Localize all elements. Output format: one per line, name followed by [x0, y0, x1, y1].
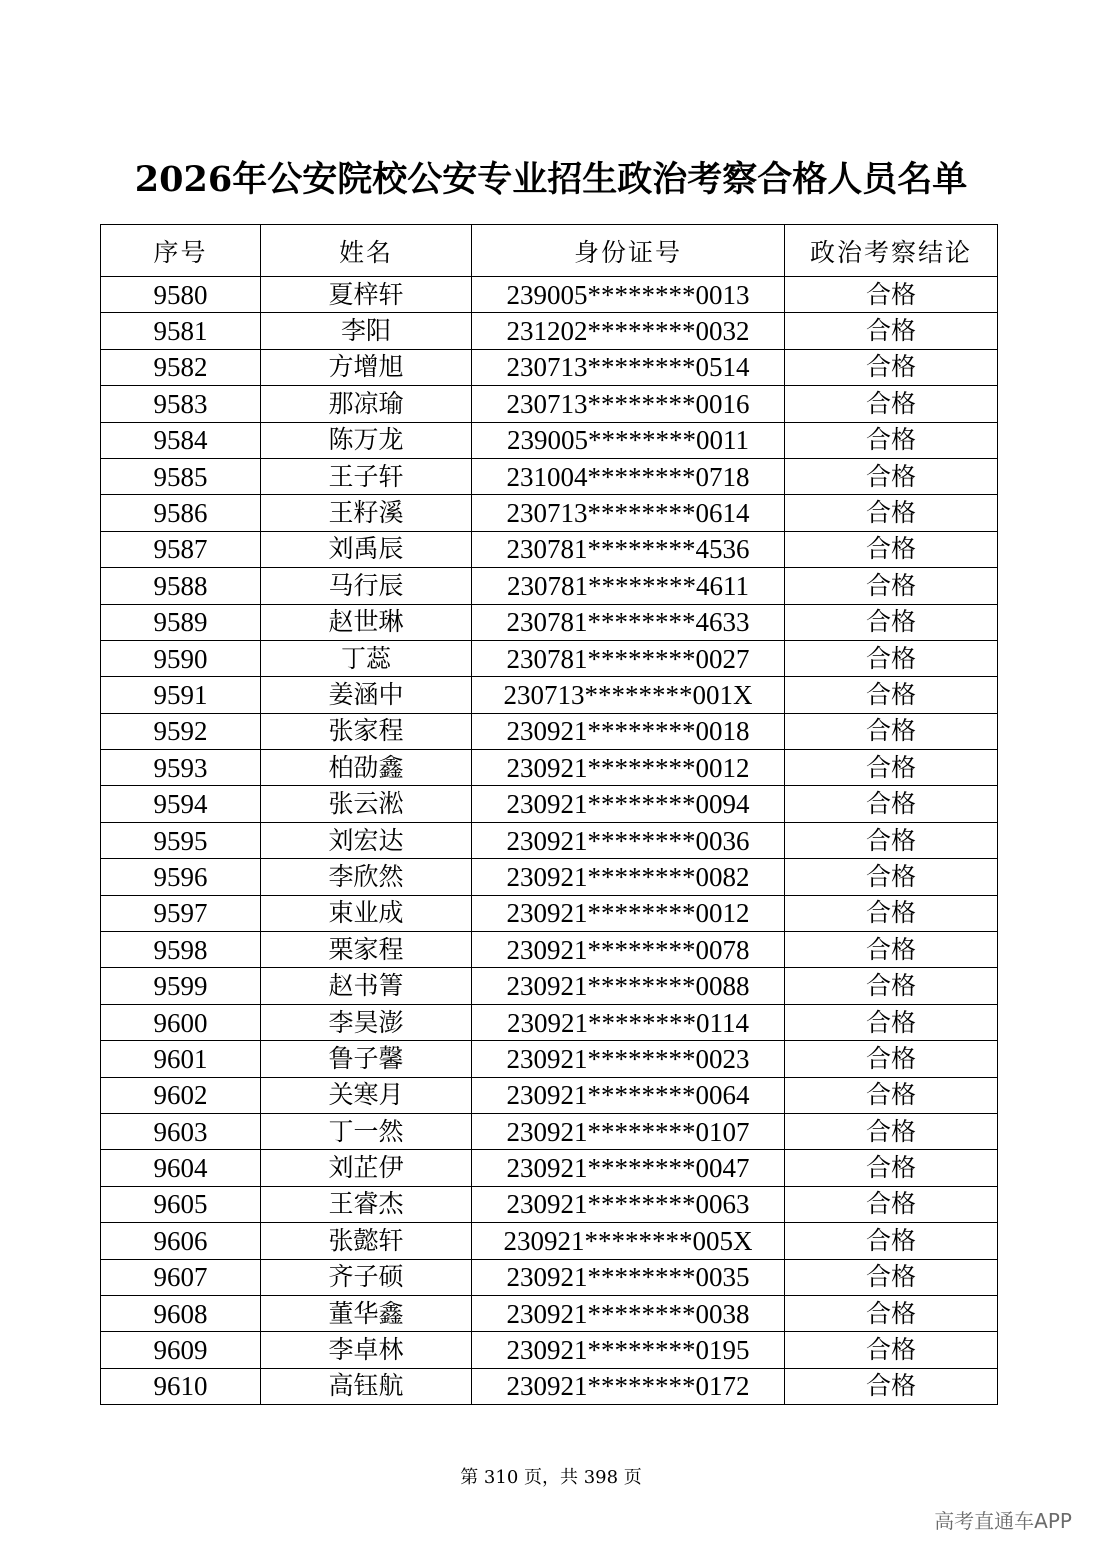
cell-conclusion: 合格 [785, 277, 998, 313]
cell-name: 李阳 [261, 313, 472, 349]
cell-serial: 9610 [101, 1368, 261, 1404]
table-row [101, 277, 998, 313]
cell-serial: 9596 [101, 859, 261, 895]
cell-conclusion: 合格 [785, 713, 998, 749]
table-row [101, 458, 998, 494]
cell-serial: 9594 [101, 786, 261, 822]
table-row [101, 677, 998, 713]
table-header [101, 225, 998, 277]
cell-id-number: 230921********0047 [472, 1150, 785, 1186]
cell-name: 刘芷伊 [261, 1150, 472, 1186]
cell-id-number: 230713********0016 [472, 386, 785, 422]
cell-conclusion: 合格 [785, 750, 998, 786]
cell-name: 夏梓轩 [261, 277, 472, 313]
cell-serial: 9586 [101, 495, 261, 531]
cell-serial: 9587 [101, 531, 261, 567]
cell-serial: 9605 [101, 1186, 261, 1222]
cell-name: 李欣然 [261, 859, 472, 895]
cell-serial: 9584 [101, 422, 261, 458]
cell-serial: 9599 [101, 968, 261, 1004]
cell-conclusion: 合格 [785, 1186, 998, 1222]
page-number: 第 310 页，共 398 页 [460, 1467, 642, 1488]
table-row [101, 1004, 998, 1040]
cell-serial: 9607 [101, 1259, 261, 1295]
header-name: 姓名 [261, 225, 472, 277]
cell-conclusion: 合格 [785, 822, 998, 858]
cell-serial: 9595 [101, 822, 261, 858]
cell-serial: 9600 [101, 1004, 261, 1040]
cell-conclusion: 合格 [785, 604, 998, 640]
table-row [101, 386, 998, 422]
table-row [101, 786, 998, 822]
cell-conclusion: 合格 [785, 859, 998, 895]
cell-serial: 9580 [101, 277, 261, 313]
cell-name: 王籽溪 [261, 495, 472, 531]
cell-name: 张家程 [261, 713, 472, 749]
table-row [101, 604, 998, 640]
table-row [101, 1332, 998, 1368]
cell-conclusion: 合格 [785, 1259, 998, 1295]
cell-conclusion: 合格 [785, 349, 998, 385]
cell-name: 李昊澎 [261, 1004, 472, 1040]
cell-name: 王子轩 [261, 458, 472, 494]
cell-id-number: 230781********4633 [472, 604, 785, 640]
cell-name: 那凉瑜 [261, 386, 472, 422]
table-row [101, 495, 998, 531]
cell-conclusion: 合格 [785, 568, 998, 604]
cell-conclusion: 合格 [785, 531, 998, 567]
cell-conclusion: 合格 [785, 786, 998, 822]
cell-name: 关寒月 [261, 1077, 472, 1113]
cell-id-number: 230781********0027 [472, 640, 785, 676]
table-row [101, 531, 998, 567]
table-row [101, 1113, 998, 1149]
cell-conclusion: 合格 [785, 1332, 998, 1368]
cell-serial: 9590 [101, 640, 261, 676]
table-row [101, 750, 998, 786]
cell-serial: 9592 [101, 713, 261, 749]
roster-table [100, 224, 998, 1405]
document-title: 2026年公安院校公安专业招生政治考察合格人员名单 [134, 159, 968, 200]
cell-conclusion: 合格 [785, 1150, 998, 1186]
table-row [101, 422, 998, 458]
cell-conclusion: 合格 [785, 1295, 998, 1331]
cell-conclusion: 合格 [785, 1077, 998, 1113]
cell-name: 刘禹辰 [261, 531, 472, 567]
cell-serial: 9604 [101, 1150, 261, 1186]
cell-id-number: 230921********0094 [472, 786, 785, 822]
cell-id-number: 239005********0011 [472, 422, 785, 458]
cell-serial: 9598 [101, 932, 261, 968]
watermark: 高考直通车APP [934, 1509, 1072, 1533]
table-row [101, 1077, 998, 1113]
header-row [101, 225, 998, 277]
cell-conclusion: 合格 [785, 932, 998, 968]
cell-id-number: 230921********0038 [472, 1295, 785, 1331]
cell-conclusion: 合格 [785, 1368, 998, 1404]
cell-conclusion: 合格 [785, 677, 998, 713]
cell-serial: 9589 [101, 604, 261, 640]
cell-name: 陈万龙 [261, 422, 472, 458]
cell-id-number: 230921********0035 [472, 1259, 785, 1295]
cell-name: 束业成 [261, 895, 472, 931]
cell-id-number: 230921********0078 [472, 932, 785, 968]
table-row [101, 568, 998, 604]
cell-id-number: 230921********0063 [472, 1186, 785, 1222]
cell-name: 方增旭 [261, 349, 472, 385]
cell-name: 齐子硕 [261, 1259, 472, 1295]
cell-serial: 9609 [101, 1332, 261, 1368]
cell-name: 丁一然 [261, 1113, 472, 1149]
cell-serial: 9602 [101, 1077, 261, 1113]
cell-serial: 9608 [101, 1295, 261, 1331]
cell-id-number: 230921********0012 [472, 895, 785, 931]
header-id-number: 身份证号 [472, 225, 785, 277]
cell-conclusion: 合格 [785, 1041, 998, 1077]
table-row [101, 1259, 998, 1295]
cell-name: 姜涵中 [261, 677, 472, 713]
cell-id-number: 230781********4536 [472, 531, 785, 567]
cell-id-number: 230713********001X [472, 677, 785, 713]
cell-serial: 9583 [101, 386, 261, 422]
cell-name: 鲁子馨 [261, 1041, 472, 1077]
cell-serial: 9585 [101, 458, 261, 494]
table-row [101, 1150, 998, 1186]
header-serial: 序号 [101, 225, 261, 277]
cell-name: 栗家程 [261, 932, 472, 968]
cell-conclusion: 合格 [785, 968, 998, 1004]
cell-name: 赵书箐 [261, 968, 472, 1004]
table-row [101, 713, 998, 749]
cell-id-number: 230921********0082 [472, 859, 785, 895]
cell-id-number: 230921********005X [472, 1223, 785, 1259]
cell-serial: 9603 [101, 1113, 261, 1149]
cell-conclusion: 合格 [785, 1113, 998, 1149]
table-body [101, 277, 998, 1405]
cell-id-number: 230921********0172 [472, 1368, 785, 1404]
cell-id-number: 230713********0514 [472, 349, 785, 385]
table-row [101, 1368, 998, 1404]
header-conclusion: 政治考察结论 [785, 225, 998, 277]
cell-id-number: 230921********0064 [472, 1077, 785, 1113]
cell-id-number: 231004********0718 [472, 458, 785, 494]
cell-id-number: 230921********0107 [472, 1113, 785, 1149]
cell-id-number: 239005********0013 [472, 277, 785, 313]
cell-id-number: 231202********0032 [472, 313, 785, 349]
cell-name: 马行辰 [261, 568, 472, 604]
table-row [101, 349, 998, 385]
cell-serial: 9581 [101, 313, 261, 349]
cell-conclusion: 合格 [785, 458, 998, 494]
cell-id-number: 230921********0114 [472, 1004, 785, 1040]
cell-id-number: 230921********0023 [472, 1041, 785, 1077]
cell-name: 张懿轩 [261, 1223, 472, 1259]
cell-conclusion: 合格 [785, 422, 998, 458]
table-row [101, 1041, 998, 1077]
table-row [101, 932, 998, 968]
table-row [101, 859, 998, 895]
cell-conclusion: 合格 [785, 313, 998, 349]
table-row [101, 1186, 998, 1222]
cell-name: 高钰航 [261, 1368, 472, 1404]
cell-name: 刘宏达 [261, 822, 472, 858]
table-row [101, 895, 998, 931]
table-row [101, 968, 998, 1004]
table-row [101, 640, 998, 676]
cell-conclusion: 合格 [785, 1223, 998, 1259]
cell-conclusion: 合格 [785, 495, 998, 531]
cell-id-number: 230921********0088 [472, 968, 785, 1004]
cell-serial: 9597 [101, 895, 261, 931]
cell-serial: 9591 [101, 677, 261, 713]
cell-name: 张云淞 [261, 786, 472, 822]
cell-name: 李卓林 [261, 1332, 472, 1368]
cell-name: 柏劭鑫 [261, 750, 472, 786]
table-row [101, 1295, 998, 1331]
cell-id-number: 230921********0036 [472, 822, 785, 858]
cell-conclusion: 合格 [785, 640, 998, 676]
cell-id-number: 230713********0614 [472, 495, 785, 531]
cell-serial: 9582 [101, 349, 261, 385]
cell-id-number: 230781********4611 [472, 568, 785, 604]
cell-conclusion: 合格 [785, 895, 998, 931]
cell-id-number: 230921********0012 [472, 750, 785, 786]
table-row [101, 1223, 998, 1259]
cell-serial: 9593 [101, 750, 261, 786]
cell-name: 董华鑫 [261, 1295, 472, 1331]
cell-name: 王睿杰 [261, 1186, 472, 1222]
cell-conclusion: 合格 [785, 1004, 998, 1040]
cell-id-number: 230921********0195 [472, 1332, 785, 1368]
cell-serial: 9588 [101, 568, 261, 604]
table-row [101, 313, 998, 349]
cell-conclusion: 合格 [785, 386, 998, 422]
cell-serial: 9601 [101, 1041, 261, 1077]
cell-serial: 9606 [101, 1223, 261, 1259]
cell-name: 赵世琳 [261, 604, 472, 640]
table-row [101, 822, 998, 858]
cell-name: 丁蕊 [261, 640, 472, 676]
cell-id-number: 230921********0018 [472, 713, 785, 749]
